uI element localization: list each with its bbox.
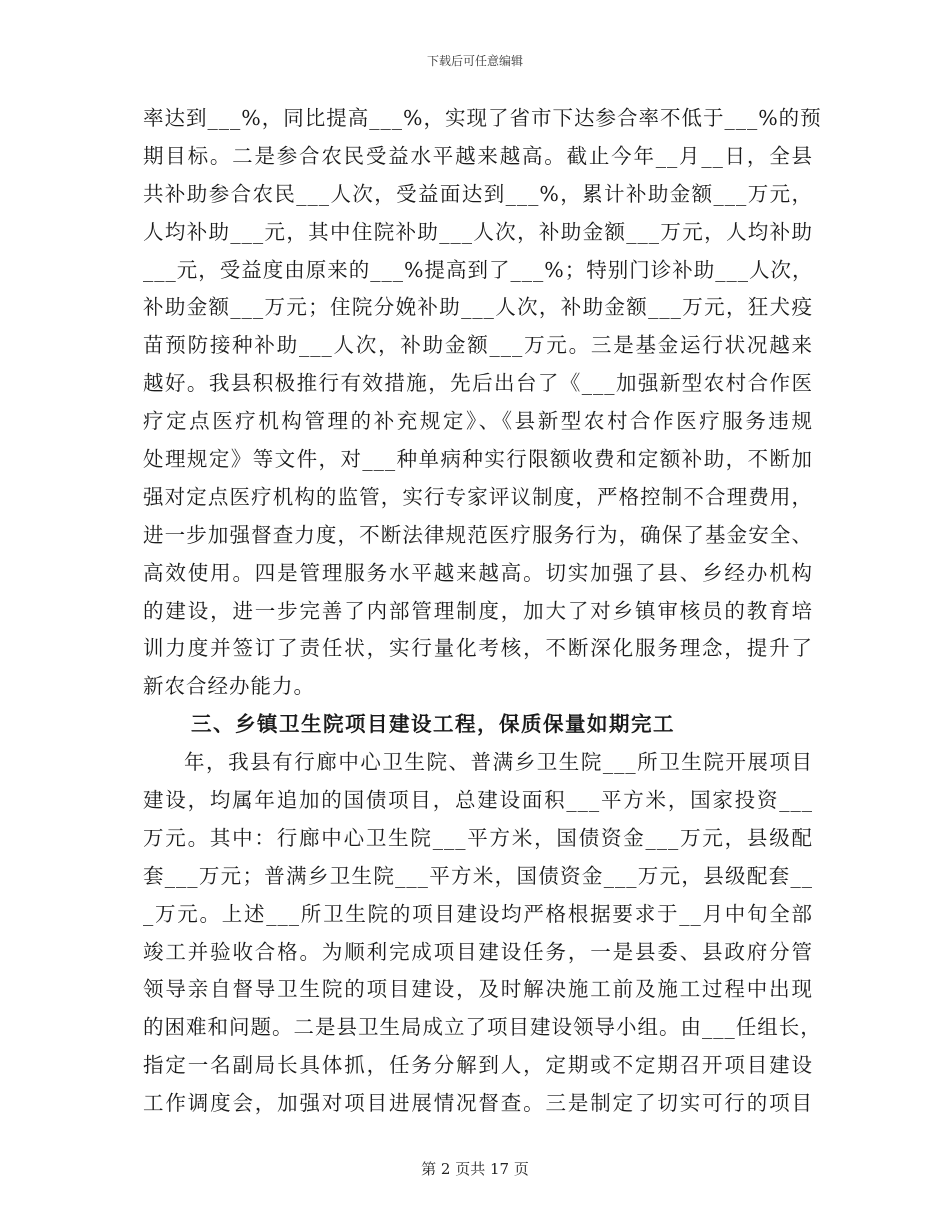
text-line: 年，我县有行廊中心卫生院、普满乡卫生院___所卫生院开展项目 xyxy=(184,750,813,775)
text-line: 工作调度会，加强对项目进展情况督查。三是制定了切实可行的项目 xyxy=(143,1091,813,1116)
text-line: 率达到___%，同比提高___%，实现了省市下达参合率不低于___%的预 xyxy=(143,106,822,130)
text-line: 的建设，进一步完善了内部管理制度，加大了对乡镇审核员的教育培 xyxy=(143,598,813,623)
document-body xyxy=(143,100,822,1123)
text-line: 高效使用。四是管理服务水平越来越高。切实加强了县、乡经办机构 xyxy=(143,560,813,585)
text-line: 指定一名副局长具体抓，任务分解到人，定期或不定期召开项目建设 xyxy=(143,1053,813,1078)
text-line: 疗定点医疗机构管理的补充规定》、《县新型农村合作医疗服务违规 xyxy=(143,409,813,434)
text-line: 越好。我县积极推行有效措施，先后出台了《___加强新型农村合作医 xyxy=(143,371,813,396)
text-line: 的困难和问题。二是县卫生局成立了项目建设领导小组。由___任组长， xyxy=(143,1015,822,1040)
text-line: 建设，均属年追加的国债项目，总建设面积___平方米，国家投资___ xyxy=(143,788,813,813)
text-line: 领导亲自督导卫生院的项目建设，及时解决施工前及施工过程中出现 xyxy=(143,977,813,1002)
text-line: 进一步加强督查力度，不断法律规范医疗服务行为，确保了基金安全、 xyxy=(143,522,813,547)
text-line: ___元，受益度由原来的___%提高到了___%；特别门诊补助___人次， xyxy=(143,257,814,282)
section-heading: 三、乡镇卫生院项目建设工程，保质保量如期完工 xyxy=(191,712,675,737)
text-line: 苗预防接种补助___人次，补助金额___万元。三是基金运行状况越来 xyxy=(143,333,813,358)
page-number: 第 2 页共 17 页 xyxy=(421,1160,529,1178)
text-line: 共补助参合农民___人次，受益面达到___%，累计补助金额___万元， xyxy=(143,181,813,206)
text-line: 训力度并签订了责任状，实行量化考核，不断深化服务理念，提升了 xyxy=(143,636,813,661)
text-line: 竣工并验收合格。为顺利完成项目建设任务，一是县委、县政府分管 xyxy=(143,939,813,964)
text-line: 万元。其中：行廊中心卫生院___平方米，国债资金___万元，县级配 xyxy=(143,825,813,850)
text-line: 处理规定》等文件，对___种单病种实行限额收费和定额补助，不断加 xyxy=(143,447,813,472)
text-line: 补助金额___万元；住院分娩补助___人次，补助金额___万元，狂犬疫 xyxy=(143,295,813,320)
text-line: 人均补助___元，其中住院补助___人次，补助金额___万元，人均补助 xyxy=(143,219,813,244)
paragraph-1 xyxy=(143,100,822,706)
text-line: 套___万元；普满乡卫生院___平方米，国债资金___万元，县级配套__ xyxy=(143,863,813,888)
text-line: 新农合经办能力。 xyxy=(143,674,315,699)
text-line: 强对定点医疗机构的监管，实行专家评议制度，严格控制不合理费用， xyxy=(143,484,813,509)
text-line: 期目标。二是参合农民受益水平越来越高。截止今年__月__日，全县 xyxy=(143,143,813,168)
page-header-note: 下载后可任意编辑 xyxy=(426,54,523,68)
paragraph-2 xyxy=(143,744,822,1123)
text-line: _万元。上述___所卫生院的项目建设均严格根据要求于__月中旬全部 xyxy=(143,901,813,926)
